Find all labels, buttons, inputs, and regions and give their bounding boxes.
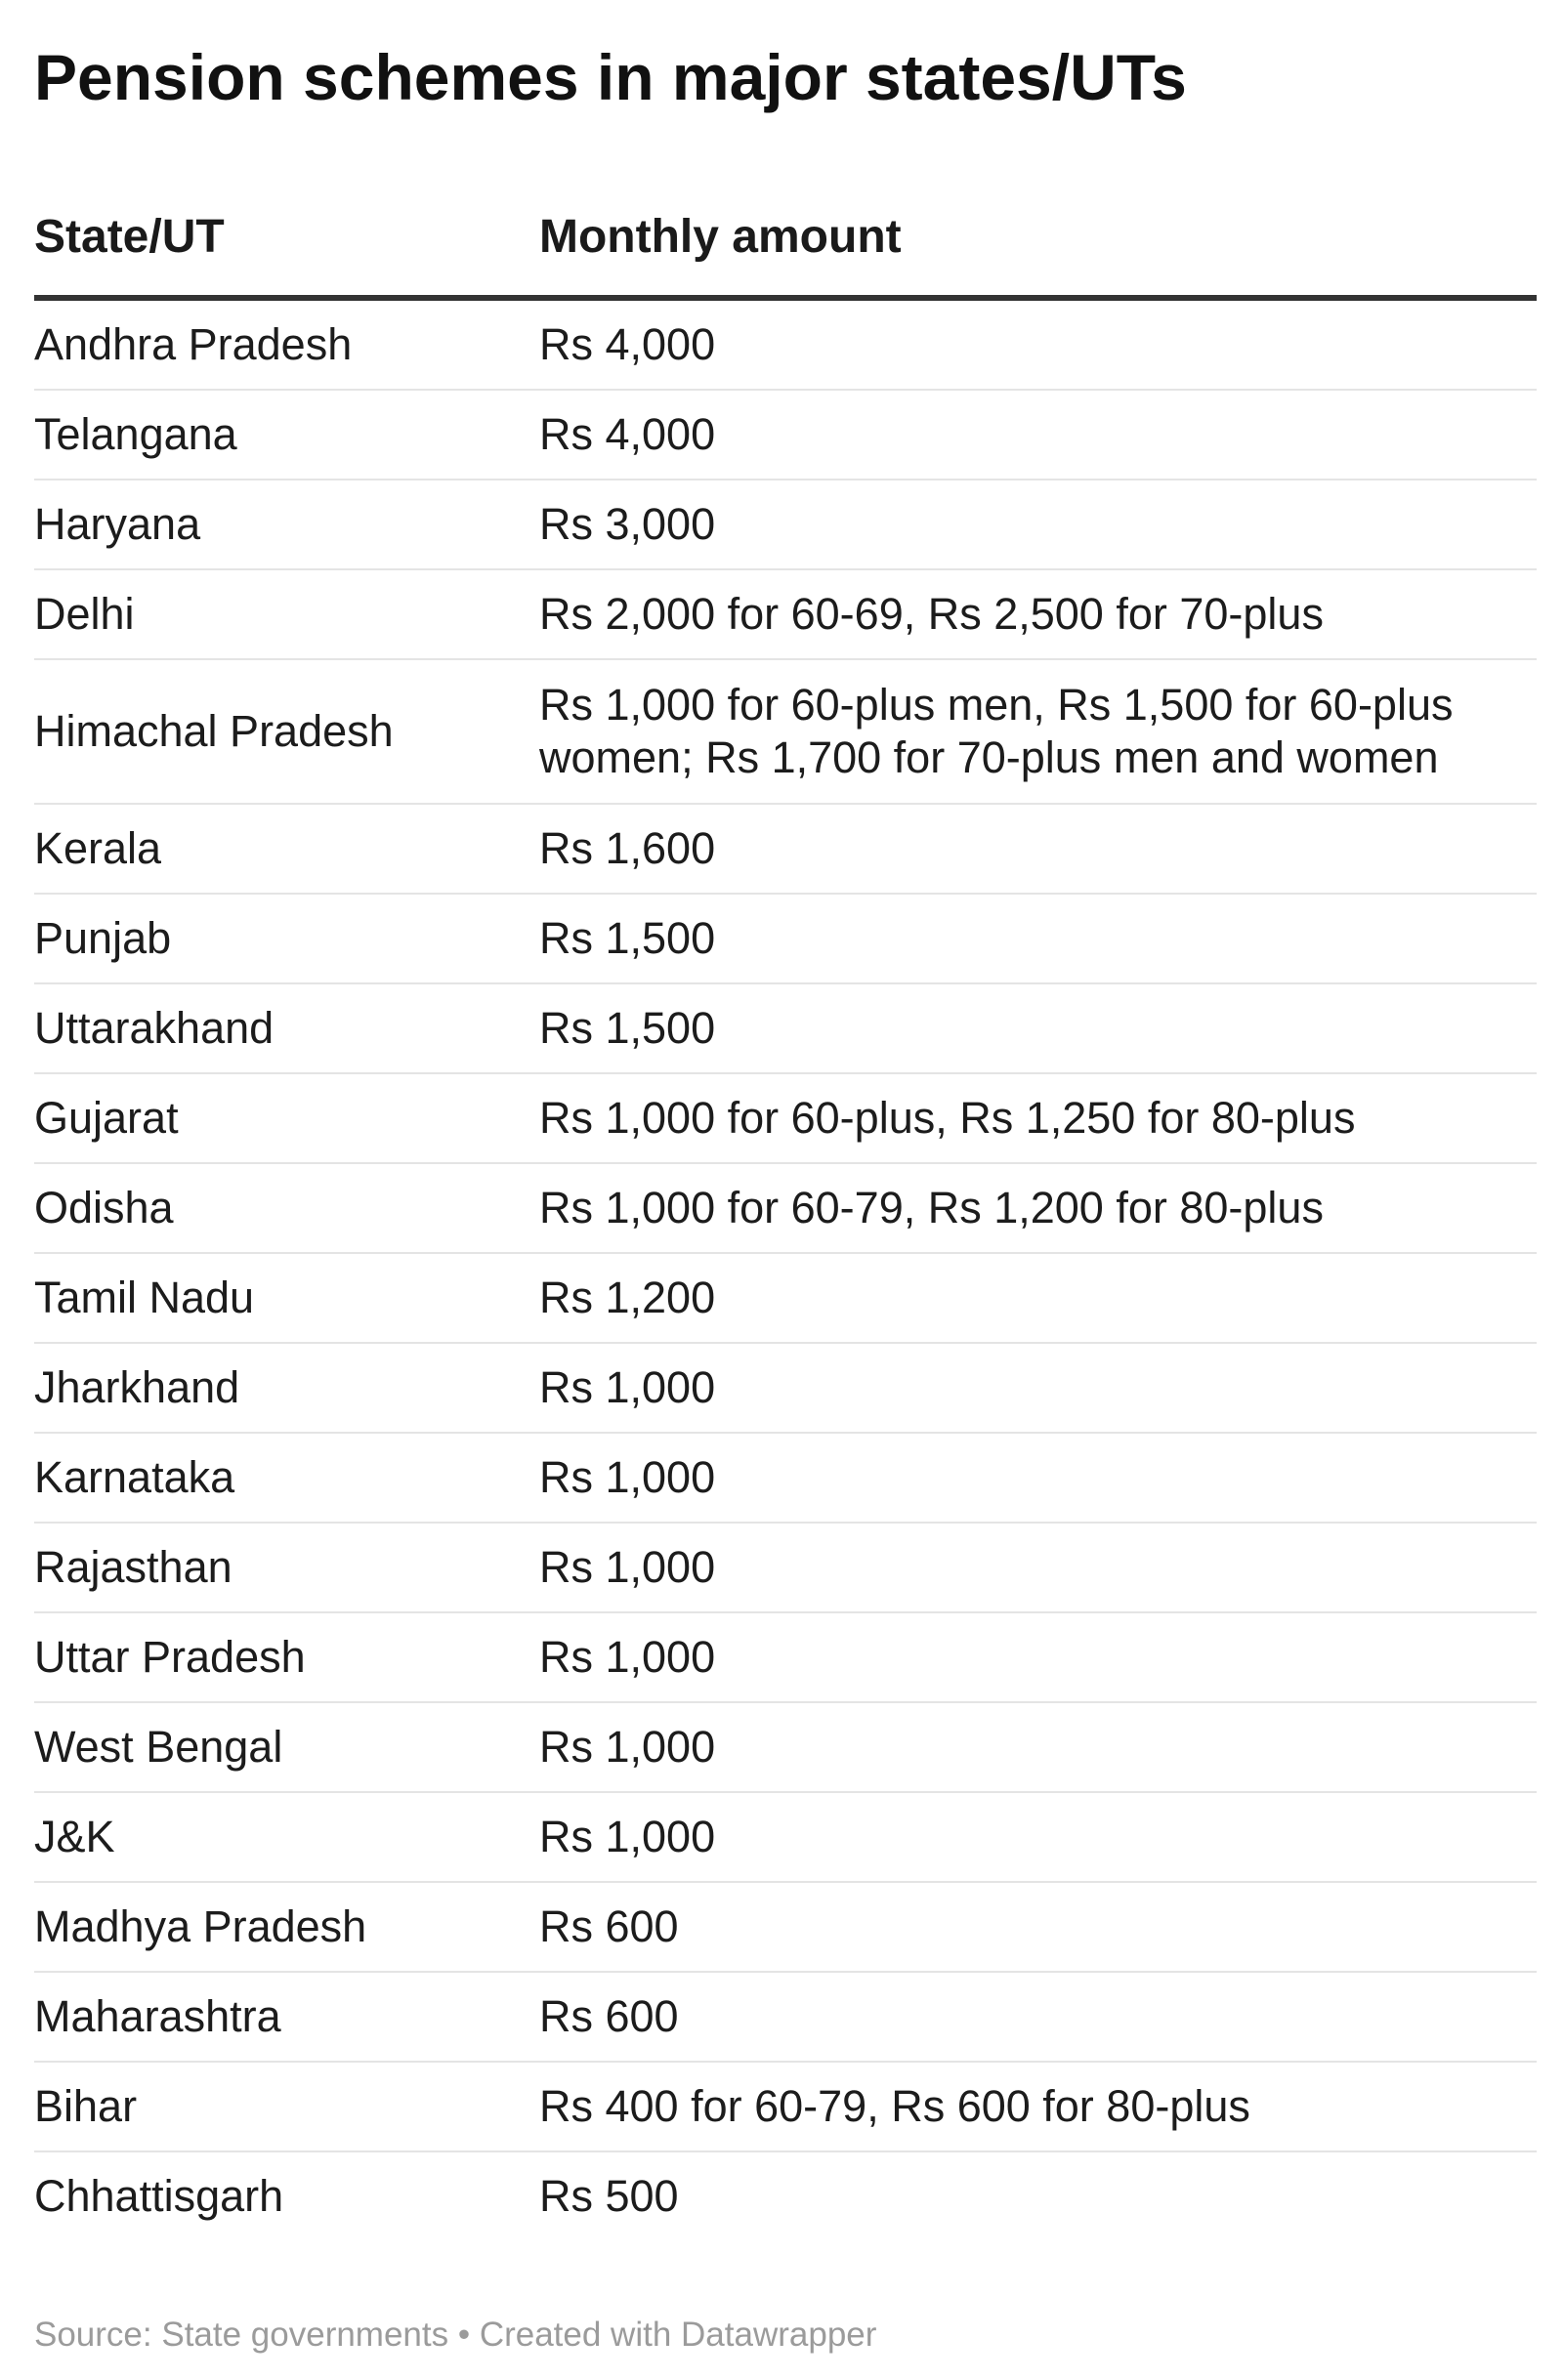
table-row (34, 2152, 1537, 2240)
monthly-amount-cell: Rs 500 (539, 2171, 679, 2221)
table-row (34, 1254, 1537, 1344)
table-row (34, 1524, 1537, 1613)
table-row (34, 570, 1537, 660)
monthly-amount-cell: Rs 1,000 (539, 1542, 716, 1592)
monthly-amount-cell: Rs 1,200 (539, 1273, 716, 1322)
monthly-amount-cell: Rs 1,600 (539, 823, 716, 873)
state-cell: Rajasthan (34, 1542, 232, 1592)
monthly-amount-cell: Rs 4,000 (539, 319, 716, 369)
state-cell: J&K (34, 1812, 115, 1861)
state-cell: Haryana (34, 499, 201, 549)
table-row (34, 391, 1537, 480)
state-cell: Kerala (34, 823, 162, 873)
table-row (34, 805, 1537, 895)
monthly-amount-cell: Rs 1,500 (539, 913, 716, 963)
state-cell: Delhi (34, 589, 135, 639)
monthly-amount-cell: Rs 1,000 for 60-plus, Rs 1,250 for 80-plus (539, 1093, 1356, 1143)
monthly-amount-cell: Rs 3,000 (539, 499, 716, 549)
table-row (34, 660, 1537, 805)
state-cell: Tamil Nadu (34, 1273, 255, 1322)
table-body (34, 301, 1537, 2240)
monthly-amount-cell: Rs 1,500 (539, 1003, 716, 1053)
source-note: Source: State governments • Created with Datawrapper (34, 2316, 877, 2354)
state-cell: Andhra Pradesh (34, 319, 353, 369)
state-cell: Uttar Pradesh (34, 1632, 306, 1682)
monthly-amount-cell: Rs 1,000 (539, 1632, 716, 1682)
chart-title: Pension schemes in major states/UTs (34, 41, 1187, 113)
state-cell: Jharkhand (34, 1362, 240, 1412)
monthly-amount-cell: Rs 1,000 (539, 1722, 716, 1772)
table-row (34, 1344, 1537, 1434)
state-cell: Karnataka (34, 1452, 235, 1502)
monthly-amount-cell: Rs 400 for 60-79, Rs 600 for 80-plus (539, 2081, 1250, 2131)
state-cell: Chhattisgarh (34, 2171, 284, 2221)
table-row (34, 1883, 1537, 1973)
state-cell: Gujarat (34, 1093, 179, 1143)
monthly-amount-cell: Rs 600 (539, 1901, 679, 1951)
monthly-amount-cell: Rs 1,000 (539, 1812, 716, 1861)
monthly-amount-cell: Rs 1,000 (539, 1362, 716, 1412)
table-row (34, 895, 1537, 984)
monthly-amount-cell: Rs 4,000 (539, 409, 716, 459)
state-cell: Madhya Pradesh (34, 1901, 367, 1951)
table-row (34, 1434, 1537, 1524)
table-row (34, 480, 1537, 570)
table-row (34, 1793, 1537, 1883)
state-cell: Uttarakhand (34, 1003, 275, 1053)
state-cell: Telangana (34, 409, 237, 459)
column-header-monthly-amount: Monthly amount (539, 211, 902, 263)
table-row (34, 1074, 1537, 1164)
state-cell: Maharashtra (34, 1991, 281, 2041)
table-header (34, 205, 1537, 301)
state-cell: Bihar (34, 2081, 138, 2131)
table-row (34, 1164, 1537, 1254)
state-cell: Himachal Pradesh (34, 706, 394, 756)
state-cell: West Bengal (34, 1722, 283, 1772)
table-row (34, 2063, 1537, 2152)
table-row (34, 1973, 1537, 2063)
monthly-amount-cell: Rs 1,000 (539, 1452, 716, 1502)
table-row (34, 301, 1537, 391)
table-row (34, 1613, 1537, 1703)
table-row (34, 984, 1537, 1074)
table-row (34, 1703, 1537, 1793)
column-header-state: State/UT (34, 211, 225, 263)
monthly-amount-cell: Rs 1,000 for 60-79, Rs 1,200 for 80-plus (539, 1183, 1324, 1232)
state-cell: Punjab (34, 913, 172, 963)
monthly-amount-cell: Rs 1,000 for 60-plus men, Rs 1,500 for 60-plus women; Rs 1,700 for 70-plus men and women (539, 680, 1454, 782)
monthly-amount-cell: Rs 600 (539, 1991, 679, 2041)
state-cell: Odisha (34, 1183, 174, 1232)
monthly-amount-cell: Rs 2,000 for 60-69, Rs 2,500 for 70-plus (539, 589, 1324, 639)
